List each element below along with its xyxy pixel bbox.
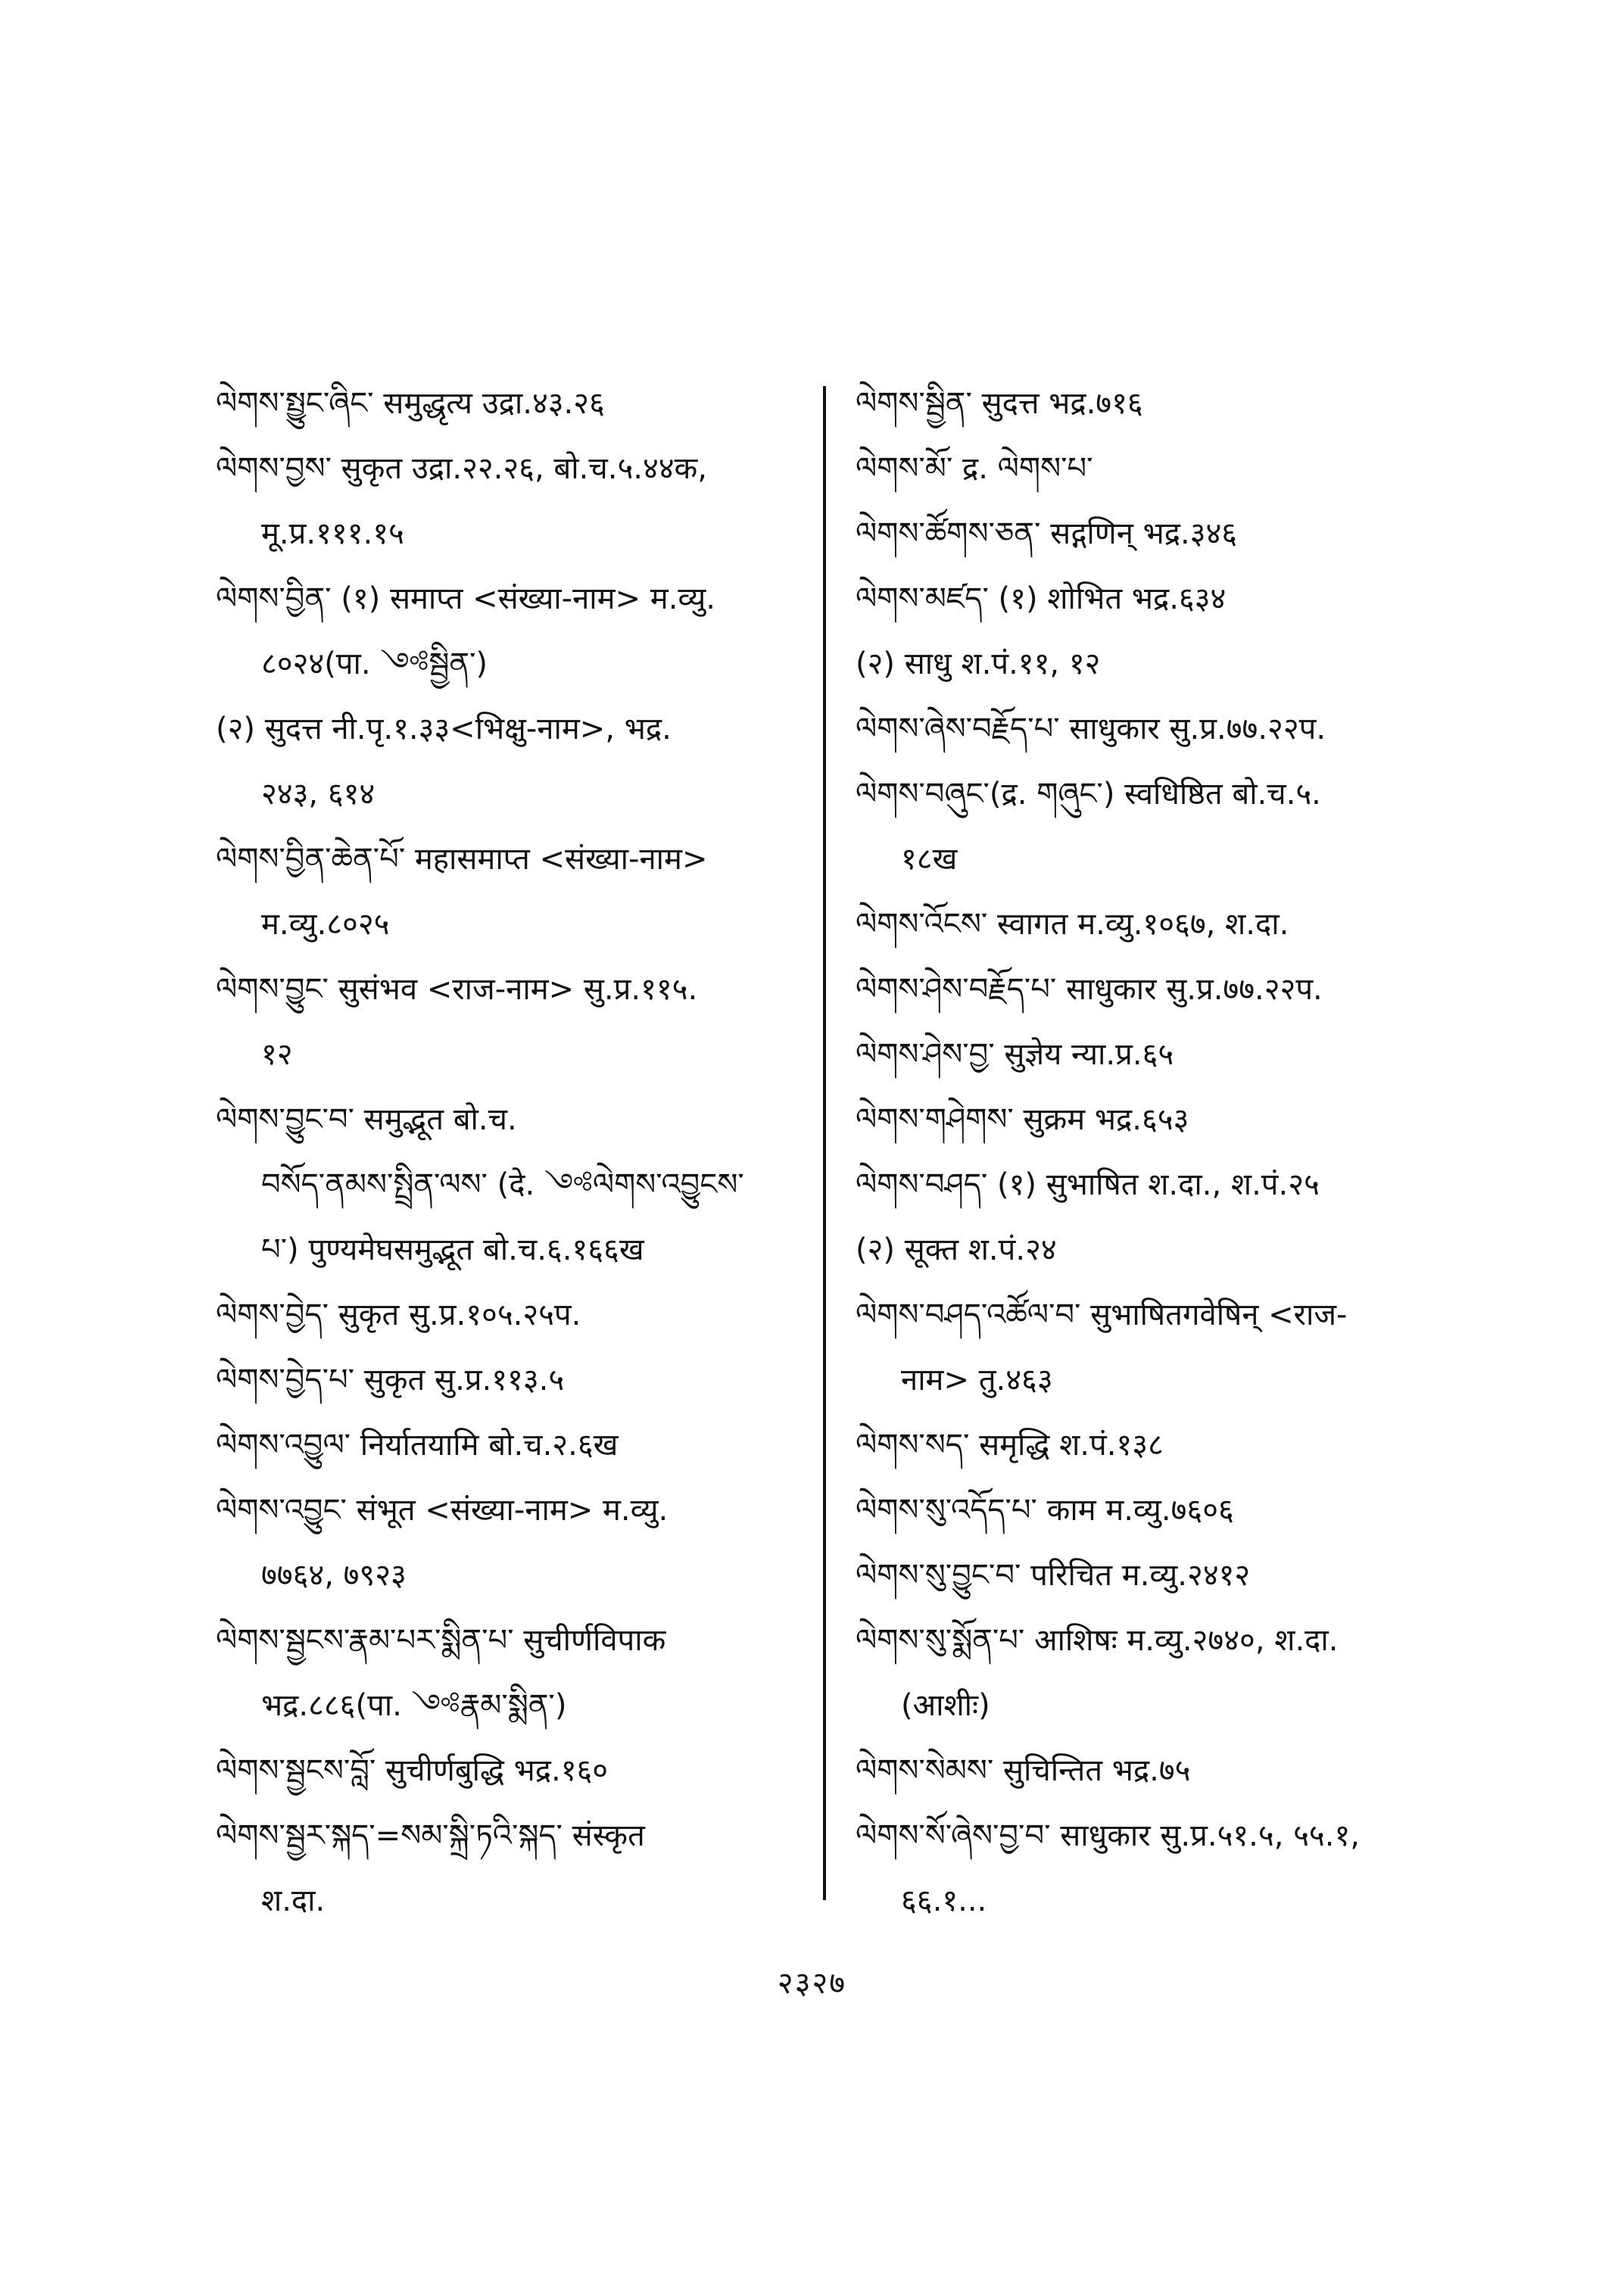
page-number: २३२७ [777, 1966, 847, 2001]
dictionary-entry [216, 1738, 806, 1803]
dictionary-entry [216, 957, 806, 1087]
entry-continuation-line: ६६.१... [901, 1883, 987, 1918]
entry-headword-line: ལེགས་མོ་ द्र. ལེགས་པ་ [856, 451, 1093, 486]
dictionary-entry [856, 631, 1484, 696]
entry-headword-line: ལེགས་བྱས་ सुकृत उद्रा.२२.२६, बो.च.५.४४क, [216, 451, 707, 486]
entry-continuation-line: བསོད་ནམས་སྤྲིན་ལས་ (दे. ༺ལེགས་འབྱུངས་ [261, 1167, 744, 1202]
right-column [856, 371, 1484, 1933]
dictionary-entry [856, 762, 1484, 892]
dictionary-entry [856, 1413, 1484, 1478]
entry-continuation-line: नाम> तु.४६३ [901, 1363, 1053, 1397]
entry-headword-line: ལེགས་སུ་སྨོན་པ་ आशिषः म.व्यु.२७४०, श.दा. [856, 1623, 1339, 1658]
left-column [216, 371, 806, 1933]
entry-headword-line: ལེགས་གཤེགས་ सुक्रम भद्र.६५३ [856, 1102, 1189, 1137]
dictionary-entry [216, 696, 806, 827]
entry-continuation-line: मू.प्र.१११.१५ [261, 516, 404, 551]
entry-headword-line: ལེགས་ཚོགས་ཅན་ सद्गणिन् भद्र.३४६ [856, 516, 1238, 551]
entry-headword-line: (२) सूक्त श.पं.२४ [856, 1232, 1057, 1267]
dictionary-entry [856, 1087, 1484, 1152]
entry-headword-line: ལེགས་འབྱུང་ संभूत <संख्या-नाम> म.व्यु. [216, 1493, 669, 1528]
dictionary-entry [216, 1282, 806, 1347]
entry-headword-line: ལེགས་སྦྱིན་ सुदत्त भद्र.७१६ [856, 386, 1143, 421]
entry-continuation-line: २४३, ६१४ [261, 777, 376, 812]
dictionary-entry [856, 436, 1484, 501]
entry-continuation-line: म.व्यु.८०२५ [261, 907, 390, 942]
dictionary-entry [216, 371, 806, 436]
dictionary-entry [216, 1347, 806, 1413]
entry-headword-line: ལེགས་བཤད་ (१) सुभाषित श.दा., श.पं.२५ [856, 1167, 1320, 1202]
entry-headword-line: ལེགས་བྱིན་ (१) समाप्त <संख्या-नाम> म.व्यु. [216, 581, 716, 616]
dictionary-entry [856, 892, 1484, 957]
entry-continuation-line: ८०२४(पा. ༺སྦྱིན་) [261, 646, 488, 681]
dictionary-entry [856, 1152, 1484, 1217]
entry-headword-line: ལེགས་བྱེད་ सुकृत सु.प्र.१०५.२५प. [216, 1298, 581, 1332]
entry-headword-line: (२) सुदत्त नी.पृ.१.३३<भिक्षु-नाम>, भद्र. [216, 712, 672, 746]
entry-continuation-line: श.दा. [261, 1883, 326, 1918]
dictionary-entry [856, 1738, 1484, 1803]
entry-headword-line: ལེགས་བྱིན་ཆེན་པོ་ महासमाप्त <संख्या-नाम> [216, 842, 708, 877]
entry-continuation-line: १२ [261, 1037, 293, 1072]
dictionary-entry [856, 566, 1484, 631]
entry-headword-line: ལེགས་བྱུང་བ་ समुद्भूत बो.च. [216, 1102, 517, 1137]
dictionary-entry [856, 1282, 1484, 1413]
entry-headword-line: ལེགས་བཤད་འཚོལ་བ་ सुभाषितगवेषिन् <राज- [856, 1298, 1348, 1332]
entry-continuation-line: པ་) पुण्यमेघसमुद्भूत बो.च.६.१६६ख [261, 1232, 644, 1267]
dictionary-entry [856, 371, 1484, 436]
entry-headword-line: ལེགས་སུ་བྱུང་བ་ परिचित म.व्यु.२४१२ [856, 1558, 1251, 1593]
dictionary-entry [216, 1413, 806, 1478]
dictionary-entry [856, 501, 1484, 566]
dictionary-entry [216, 827, 806, 957]
dictionary-entry [216, 1087, 806, 1282]
entry-headword-line: ལེགས་བྱུང་ सुसंभव <राज-नाम> सु.प्र.११५. [216, 972, 698, 1007]
entry-headword-line: ལེགས་སྦྱར་སྐད་=སམ་སྐྲི་ཏའི་སྐད་ संस्कृत [216, 1818, 645, 1853]
entry-headword-line: (२) साधु श.पं.११, १२ [856, 646, 1101, 681]
dictionary-entry [856, 1543, 1484, 1608]
entry-continuation-line: ७७६४, ७९२३ [261, 1558, 407, 1593]
entry-headword-line: ལེགས་སྦྱངས་རྣམ་པར་སྨིན་པ་ सुचीर्णविपाक [216, 1623, 666, 1658]
entry-headword-line: ལེགས་འོངས་ स्वागत म.व्यु.१०६७, श.दा. [856, 907, 1289, 942]
dictionary-entry [216, 566, 806, 696]
dictionary-entry [216, 1478, 806, 1608]
entry-continuation-line: भद्र.८८६(पा. ༺རྣམ་སྨིན་) [261, 1688, 567, 1723]
dictionary-entry [856, 1022, 1484, 1087]
entry-headword-line: ལེགས་མཛད་ (१) शोभित भद्र.६३४ [856, 581, 1227, 616]
dictionary-entry [216, 1608, 806, 1738]
entry-headword-line: ལེགས་བཞུང་(द्र. གཞུང་) स्वधिष्ठित बो.च.५. [856, 777, 1321, 812]
entry-headword-line: ལེགས་སད་ समृद्धि श.पं.१३८ [856, 1428, 1164, 1463]
entry-headword-line: ལེགས་སེམས་ सुचिन्तित भद्र.७५ [856, 1753, 1191, 1788]
dictionary-entry [216, 1803, 806, 1933]
entry-headword-line: ལེགས་འབྱུལ་ निर्यातयामि बो.च.२.६ख [216, 1428, 619, 1463]
entry-headword-line: ལེགས་སོ་ཞེས་བྱ་བ་ साधुकार सु.प्र.५१.५, ५५.१, [856, 1818, 1360, 1853]
entry-headword-line: ལེགས་ཞེས་བརྗོད་པ་ साधुकार सु.प्र.७७.२२प. [856, 712, 1326, 746]
entry-headword-line: ལེགས་སྤྱུང་ཞིང་ समुद्धृत्य उद्रा.४३.२६ [216, 386, 605, 421]
entry-continuation-line: १८ख [901, 842, 958, 877]
entry-headword-line: ལེགས་སྦྱངས་བློ་ सुचीर्णबुद्धि भद्र.१६० [216, 1753, 609, 1788]
dictionary-entry [216, 436, 806, 566]
entry-headword-line: ལེགས་སུ་འདོད་པ་ काम म.व्यु.७६०६ [856, 1493, 1234, 1528]
dictionary-entry [856, 957, 1484, 1022]
dictionary-entry [856, 696, 1484, 762]
entry-headword-line: ལེགས་ཤེས་བྱ་ सुज्ञेय न्या.प्र.६५ [856, 1037, 1174, 1072]
dictionary-entry [856, 1608, 1484, 1738]
entry-headword-line: ལེགས་ཤེས་བརྗོད་པ་ साधुकार सु.प्र.७७.२२प. [856, 972, 1323, 1007]
column-divider [823, 386, 826, 1900]
dictionary-entry [856, 1478, 1484, 1543]
entry-continuation-line: (आशीः) [901, 1688, 990, 1723]
dictionary-entry [856, 1803, 1484, 1933]
entry-headword-line: ལེགས་བྱེད་པ་ सुकृत सु.प्र.११३.५ [216, 1363, 565, 1397]
dictionary-entry [856, 1217, 1484, 1282]
